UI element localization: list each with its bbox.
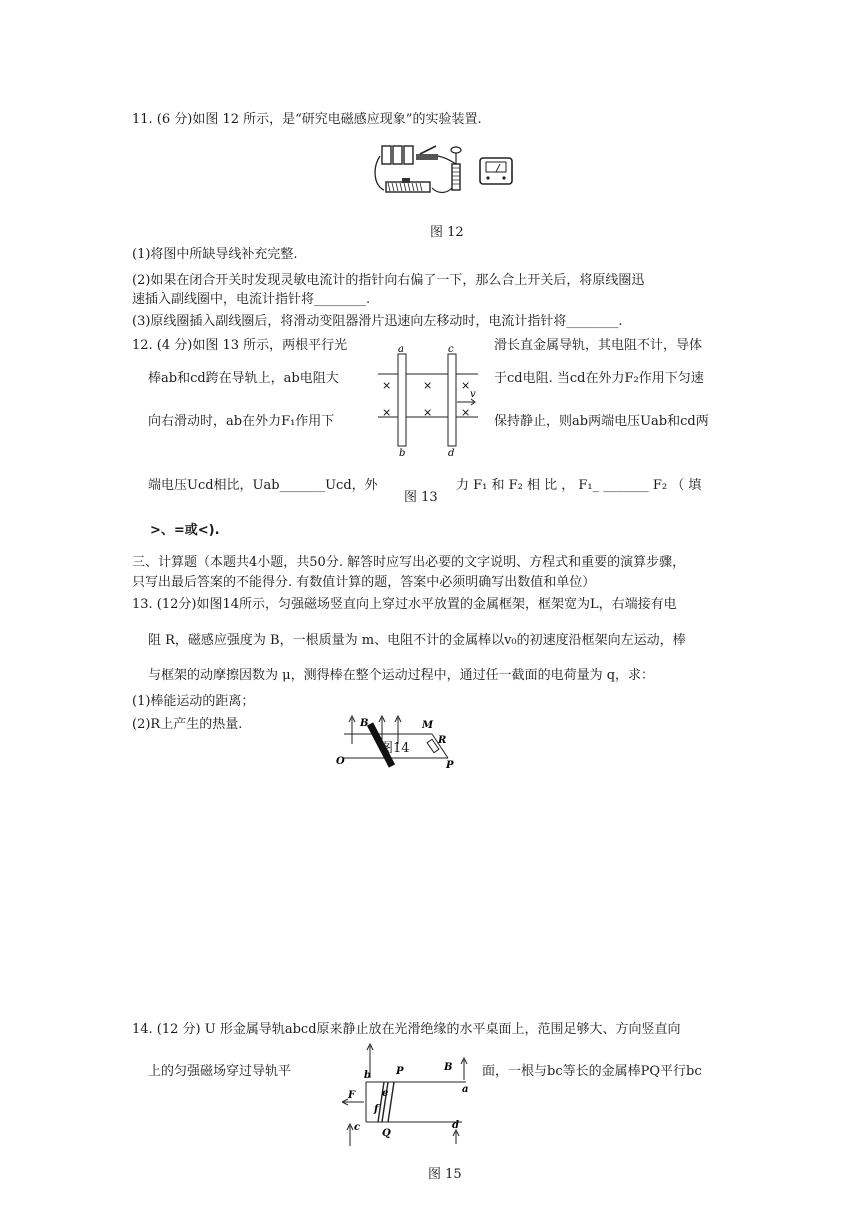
figure-15-caption: 图 15 — [428, 1167, 462, 1182]
fig14-label-P: P — [446, 760, 454, 770]
q11-part-1: (1)将图中所缺导线补充完整. — [132, 247, 298, 262]
q12-line4-left: 端电压Ucd相比，Uab_______Ucd，外 — [148, 478, 378, 493]
fig15-label-f: f — [374, 1104, 379, 1115]
q11-stem: 11. (6 分)如图 12 所示，是“研究电磁感应现象”的实验装置. — [132, 112, 482, 127]
q12-line5: >、=或<). — [150, 523, 220, 538]
q13-part-2: (2)R上产生的热量. — [132, 717, 243, 732]
fig15-label-d: d — [452, 1120, 459, 1131]
figure-14-caption: 图14 — [380, 741, 410, 756]
fig15-label-Q: Q — [382, 1128, 391, 1139]
q13-part-1: (1)棒能运动的距离； — [132, 694, 255, 709]
q14-line2-right: 面，一根与bc等长的金属棒PQ平行bc — [482, 1064, 702, 1079]
section3-title-line1: 三、计算题（本题共4小题，共50分. 解答时应写出必要的文字说明、方程式和重要的演算步骤， — [132, 555, 686, 570]
q12-line1-left: 12. (4 分)如图 13 所示，两根平行光 — [132, 338, 348, 353]
q13-line1: 13. (12分)如图14所示，匀强磁场竖直向上穿过水平放置的金属框架，框架宽为L，右端接有电 — [132, 597, 677, 612]
q11-part-3: (3)原线圈插入副线圈后，将滑动变阻器滑片迅速向左移动时，电流计指针将________. — [132, 314, 623, 329]
fig15-label-B: B — [444, 1062, 453, 1073]
q12-line1-right: 滑长直金属导轨，其电阻不计，导体 — [494, 338, 703, 353]
fig14-label-O: O — [336, 756, 345, 767]
fig13-cross: × — [461, 406, 471, 419]
fig13-cross: × — [382, 379, 392, 392]
fig15-label-c: c — [354, 1122, 361, 1133]
fig15-label-b: b — [364, 1070, 371, 1081]
fig13-label-a: a — [398, 344, 404, 355]
q12-line3-right: 保持静止，则ab两端电压Uab和cd两 — [494, 414, 709, 429]
experiment-apparatus-figure — [372, 138, 522, 204]
q11-part-2-line1: (2)如果在闭合开关时发现灵敏电流计的指针向右偏了一下，那么合上开关后，将原线圈迅 — [132, 273, 645, 288]
fig14-label-B: B — [360, 718, 369, 729]
fig13-label-b: b — [399, 448, 406, 459]
q14-line1: 14. (12 分) U 形金属导轨abcd原来静止放在光滑绝缘的水平桌面上，范围足够大、方向竖直向 — [132, 1022, 681, 1037]
fig13-cross: × — [461, 379, 471, 392]
fig14-label-M: M — [422, 720, 434, 731]
q11-part-2-line2: 速插入副线圈中，电流计指针将________. — [132, 292, 371, 307]
q13-line3: 与框架的动摩擦因数为 μ，测得棒在整个运动过程中，通过任一截面的电荷量为 q，求： — [148, 668, 655, 683]
q13-line2: 阻 R，磁感应强度为 B，一根质量为 m、电阻不计的金属棒以v₀的初速度沿框架向左运动，棒 — [148, 633, 686, 648]
fig13-label-v: v — [470, 389, 476, 400]
fig13-cross: × — [423, 379, 433, 392]
fig15-label-e: e — [382, 1088, 389, 1099]
fig13-label-c: c — [448, 344, 454, 355]
fig15-label-a: a — [462, 1084, 469, 1095]
figure-12-caption: 图 12 — [430, 225, 464, 240]
q14-line2-left: 上的匀强磁场穿过导轨平 — [148, 1064, 292, 1079]
rails-figure-13 — [376, 344, 484, 460]
figure-13-caption: 图 13 — [404, 490, 438, 505]
u-rail-figure-15 — [342, 1040, 482, 1148]
fig15-label-P: P — [396, 1066, 404, 1077]
section3-title-line2: 只写出最后答案的不能得分. 有数值计算的题，答案中必须明确写出数值和单位） — [132, 575, 596, 590]
fig14-label-R: R — [438, 735, 447, 746]
fig13-label-d: d — [448, 448, 455, 459]
fig15-label-F: F — [348, 1090, 356, 1101]
q12-line2-right: 于cd电阻. 当cd在外力F₂作用下匀速 — [494, 371, 704, 386]
fig13-cross: × — [423, 406, 433, 419]
q12-line2-left: 棒ab和cd跨在导轨上，ab电阻大 — [148, 371, 339, 386]
fig13-cross: × — [382, 406, 392, 419]
q12-line4-right: 力 F₁ 和 F₂ 相 比 ， F₁_ _______ F₂ （ 填 — [456, 478, 702, 493]
q12-line3-left: 向右滑动时，ab在外力F₁作用下 — [148, 414, 335, 429]
